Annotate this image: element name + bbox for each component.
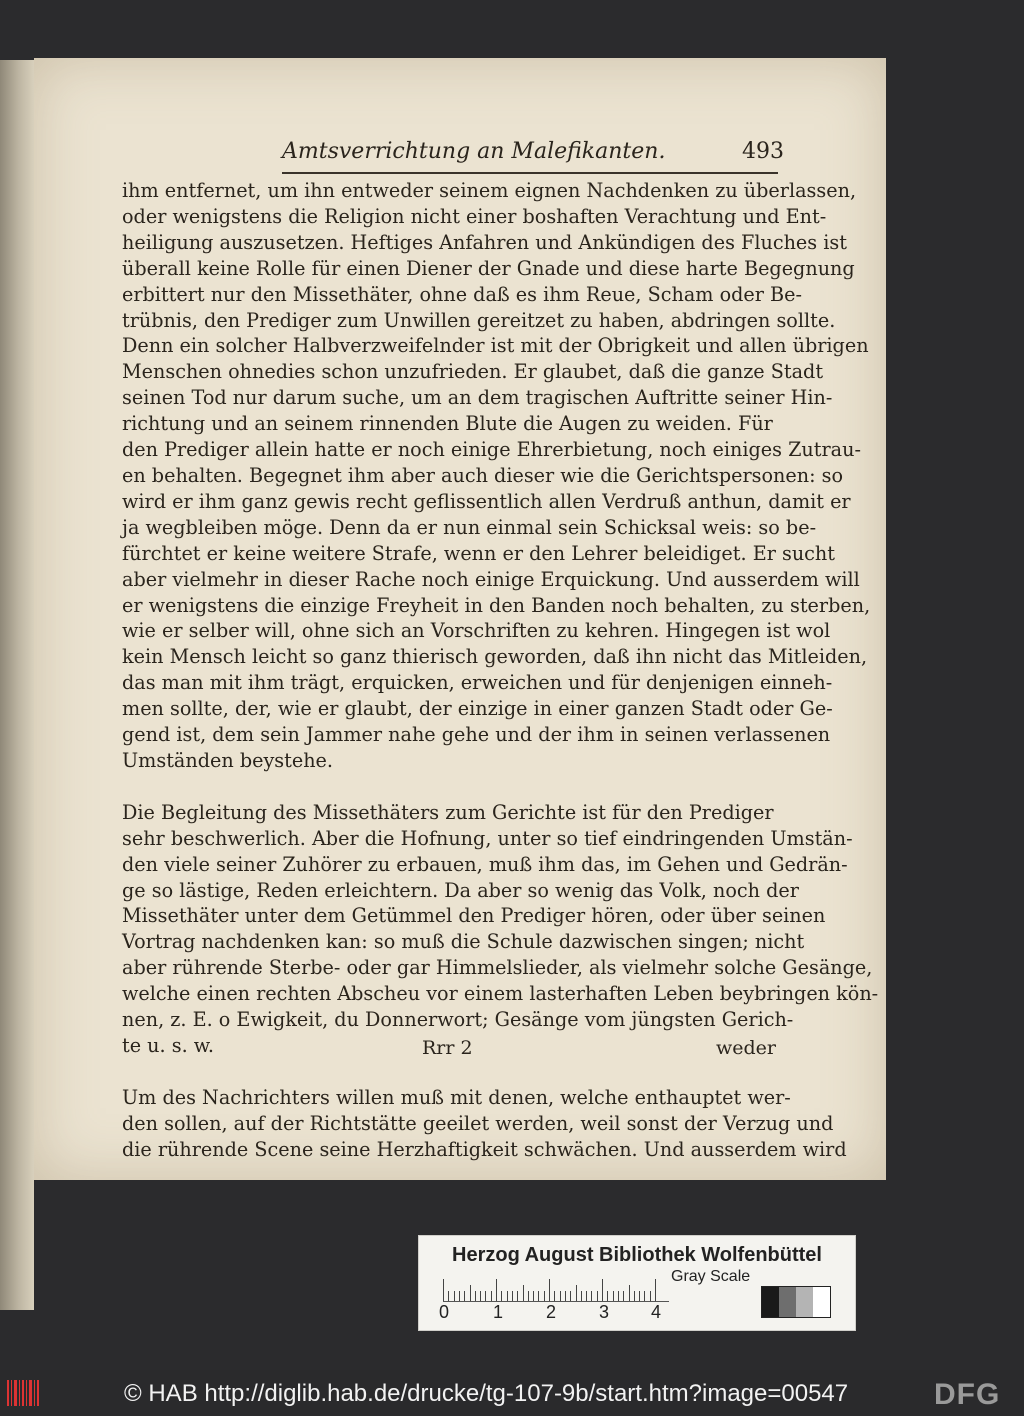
text-line: den Prediger allein hatte er noch einige Ehrerbietung, noch einiges Zutrau- (122, 438, 861, 462)
text-line: überall keine Rolle für einen Diener der Gnade und diese harte Begegnung (122, 256, 855, 280)
ruler-scale (443, 1277, 669, 1302)
text-line: den sollen, auf der Richtstätte geeilet werden, weil sonst der Verzug und (122, 1111, 834, 1135)
text-line: ihm entfernet, um ihn entweder seinem eignen Nachdenken zu überlassen, (122, 179, 857, 202)
ruler-tick (639, 1291, 640, 1301)
ruler-tick (538, 1291, 539, 1301)
text-line: wie er selber will, ohne sich an Vorschriften zu kehren. Hingegen ist wol (122, 619, 831, 643)
paragraph-gap (122, 774, 782, 800)
text-line: sehr beschwerlich. Aber die Hofnung, unter so tief eindringenden Umstän- (122, 826, 853, 850)
text-line: den viele seiner Zuhörer zu erbauen, muß ihm das, im Gehen und Gedrän- (122, 852, 848, 876)
scale-number: 3 (599, 1302, 610, 1322)
gray-swatch (762, 1287, 779, 1317)
ruler-tick (475, 1291, 476, 1301)
ruler-tick (560, 1291, 561, 1301)
ruler-tick (496, 1279, 497, 1301)
ruler-tick (586, 1291, 587, 1301)
ruler-tick (507, 1291, 508, 1301)
gray-swatch (813, 1287, 830, 1317)
text-line: heiligung auszusetzen. Heftiges Anfahren und Ankündigen des Fluches ist (122, 230, 847, 254)
ruler-tick (644, 1291, 645, 1301)
ruler-tick (655, 1279, 656, 1301)
ruler-tick (581, 1291, 582, 1301)
ruler-tick (443, 1279, 444, 1301)
ruler-tick (485, 1291, 486, 1301)
gray-swatch (796, 1287, 813, 1317)
text-line: gend ist, dem sein Jammer nahe gehe und der ihm in seinen verlassenen (122, 723, 831, 747)
text-line: das man mit ihm trägt, erquicken, erweichen und für denjenigen einneh- (122, 671, 833, 695)
text-line: trübnis, den Prediger zum Unwillen gereitzet zu haben, abdringen sollte. (122, 308, 836, 332)
ruler-tick (459, 1291, 460, 1301)
running-head: Amtsverrichtung an Malefikanten. (282, 139, 666, 164)
ruler-tick (634, 1291, 635, 1301)
library-label-card (418, 1235, 856, 1331)
text-line: die rührende Scene seine Herzhaftigkeit schwächen. Und ausserdem wird (122, 1137, 847, 1161)
scale-number: 1 (493, 1302, 504, 1322)
gray-swatch (779, 1287, 796, 1317)
text-line: ge so lästige, Reden erleichtern. Da aber so wenig das Volk, noch der (122, 878, 799, 902)
ruler-tick (517, 1291, 518, 1301)
signature-mark: Rrr 2 (422, 1037, 473, 1059)
ruler-tick (480, 1291, 481, 1301)
ruler-tick (597, 1291, 598, 1301)
ruler-tick (549, 1279, 550, 1301)
barcode-icon (6, 1378, 40, 1408)
text-line: Denn ein solcher Halbverzweifelnder ist mit der Obrigkeit und allen übrigen (122, 334, 869, 358)
copyright-link[interactable]: © HAB http://diglib.hab.de/drucke/tg-107-9b/start.htm?image=00547 (124, 1380, 849, 1407)
ruler-tick (512, 1291, 513, 1301)
gray-scale-swatches (761, 1286, 831, 1318)
text-line: fürchtet er keine weitere Strafe, wenn er den Lehrer beleidiget. Er sucht (122, 541, 835, 565)
ruler-tick (491, 1291, 492, 1301)
ruler-tick (623, 1291, 624, 1301)
text-line: men sollte, der, wie er glaubt, der einzige in einer ganzen Stadt oder Ge- (122, 697, 833, 721)
ruler-tick (629, 1285, 630, 1301)
ruler-tick (454, 1291, 455, 1301)
catchword: weder (716, 1037, 776, 1059)
text-line: Umständen beystehe. (122, 748, 334, 772)
text-line: wird er ihm ganz gewis recht geflissentlich allen Verdruß anthun, damit er (122, 489, 851, 513)
text-line: aber rührende Sterbe- oder gar Himmelslieder, als vielmehr solche Gesänge, (122, 956, 873, 980)
ruler-tick (528, 1291, 529, 1301)
library-name: Herzog August Bibliothek Wolfenbüttel (452, 1244, 822, 1266)
ruler-tick (602, 1279, 603, 1301)
ruler-tick (565, 1291, 566, 1301)
text-line: er wenigstens die einzige Freyheit in den Banden noch behalten, zu sterben, (122, 593, 871, 617)
text-line: Vortrag nachdenken kan: so muß die Schule dazwischen singen; nicht (122, 930, 805, 954)
text-line: erbittert nur den Missethäter, ohne daß es ihm Reue, Scham oder Be- (122, 282, 802, 306)
text-line: te u. s. w. (122, 1034, 215, 1057)
ruler-tick (554, 1291, 555, 1301)
ruler-tick (607, 1291, 608, 1301)
text-line: Missethäter unter dem Getümmel den Prediger hören, oder über seinen (122, 904, 826, 928)
body-text (122, 178, 879, 1163)
text-line: welche einen rechten Abscheu vor einem lasterhaften Leben beybringen kön- (122, 982, 879, 1006)
viewer-footer (0, 1370, 1024, 1416)
adjacent-page-edge (0, 60, 34, 1310)
scale-number: 0 (439, 1302, 450, 1322)
page-number: 493 (742, 139, 784, 164)
text-line: richtung und an seinem rinnenden Blute die Augen zu weiden. Für (122, 412, 773, 436)
ruler-tick (613, 1291, 614, 1301)
text-line: Menschen ohnedies schon unzufrieden. Er glaubet, daß die ganze Stadt (122, 360, 824, 384)
ruler-tick (591, 1291, 592, 1301)
text-line: Um des Nachrichters willen muß mit denen, welche enthauptet wer- (122, 1085, 791, 1109)
text-line: nen, z. E. o Ewigkeit, du Donnerwort; Gesänge vom jüngsten Gerich- (122, 1008, 794, 1032)
text-line: en behalten. Begegnet ihm aber auch dieser wie die Gerichtspersonen: so (122, 463, 844, 487)
scale-number: 4 (651, 1302, 662, 1322)
ruler-tick (544, 1291, 545, 1301)
ruler-tick (618, 1291, 619, 1301)
ruler-tick (570, 1291, 571, 1301)
text-line: ja wegbleiben möge. Denn da er nun einmal sein Schicksal weis: so be- (122, 515, 817, 539)
ruler-tick (501, 1291, 502, 1301)
text-line: seinen Tod nur darum suche, um an dem tragischen Auftritte seiner Hin- (122, 386, 833, 410)
ruler-tick (464, 1291, 465, 1301)
text-line: aber vielmehr in dieser Rache noch einige Erquickung. Und ausserdem will (122, 567, 860, 591)
gray-scale-label: Gray Scale (671, 1268, 751, 1285)
ruler-tick (650, 1291, 651, 1301)
text-line: Die Begleitung des Missethäters zum Gerichte ist für den Prediger (122, 800, 774, 824)
ruler-tick (576, 1285, 577, 1301)
ruler-tick (470, 1285, 471, 1301)
ruler-tick (448, 1291, 449, 1301)
header-rule (282, 172, 778, 174)
page-footer-line (122, 1037, 782, 1063)
text-line: kein Mensch leicht so ganz thierisch geworden, daß ihn nicht das Mitleiden, (122, 645, 868, 669)
dfg-logo: DFG (934, 1378, 1001, 1411)
scale-number: 2 (546, 1302, 557, 1322)
ruler-tick (533, 1291, 534, 1301)
text-line: oder wenigstens die Religion nicht einer boshaften Verachtung und Ent- (122, 204, 827, 228)
ruler-tick (523, 1285, 524, 1301)
